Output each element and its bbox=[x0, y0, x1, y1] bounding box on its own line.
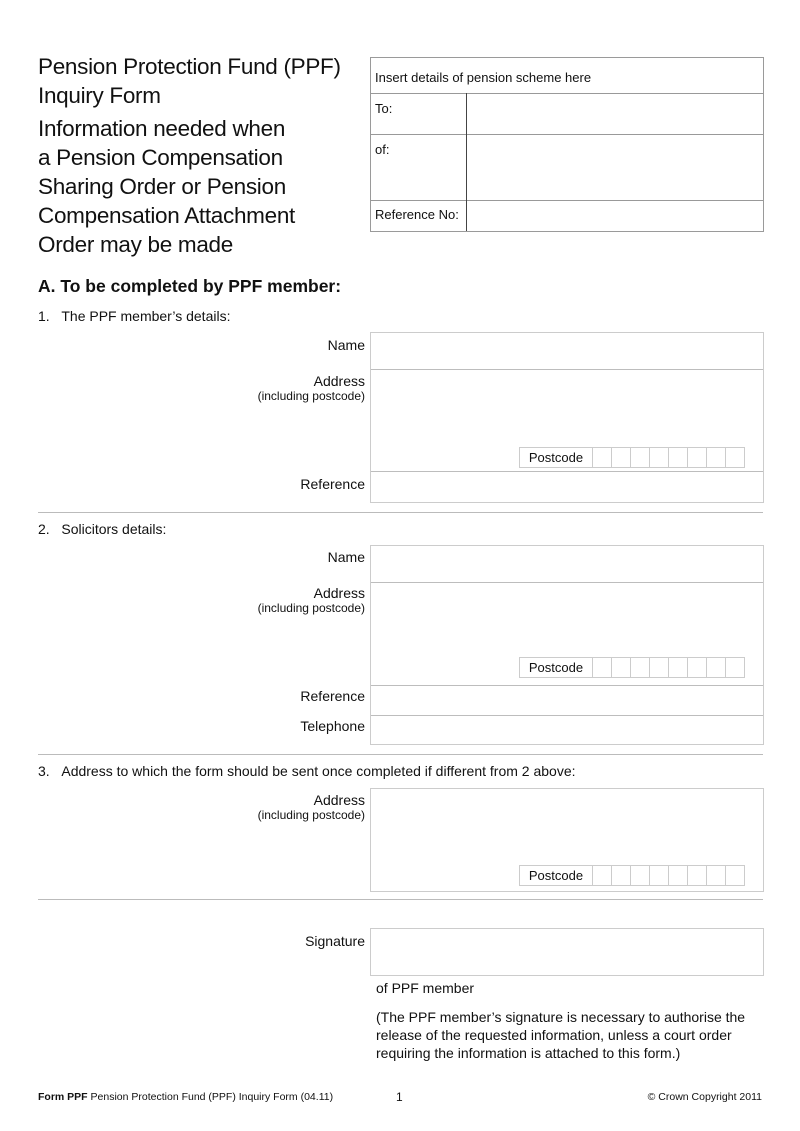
solicitor-details-box bbox=[370, 545, 764, 745]
footer-form-name: Form PPF Pension Protection Fund (PPF) Inquiry Form (04.11) bbox=[38, 1091, 334, 1103]
solicitor-postcode-field[interactable]: Postcode bbox=[519, 657, 746, 678]
page-number: 1 bbox=[396, 1090, 403, 1104]
solicitor-name-label: Name bbox=[327, 549, 365, 565]
subtitle-line: a Pension Compensation bbox=[38, 145, 283, 170]
subtitle-line: Order may be made bbox=[38, 232, 233, 257]
of-field[interactable] bbox=[467, 135, 763, 200]
form-title bbox=[38, 52, 341, 259]
signature-label: Signature bbox=[305, 933, 365, 949]
to-field[interactable] bbox=[467, 94, 763, 134]
return-address-label: Address (including postcode) bbox=[257, 792, 365, 822]
title-line: Inquiry Form bbox=[38, 83, 161, 108]
solicitor-telephone-field[interactable] bbox=[371, 716, 763, 744]
divider bbox=[38, 754, 763, 755]
signature-field[interactable] bbox=[370, 928, 764, 976]
to-label: To: bbox=[375, 101, 393, 116]
member-reference-field[interactable] bbox=[371, 472, 763, 502]
return-postcode-field[interactable]: Postcode bbox=[519, 865, 746, 886]
member-details-box bbox=[370, 332, 764, 503]
signature-caption: of PPF member bbox=[376, 980, 475, 996]
solicitor-name-field[interactable] bbox=[371, 546, 763, 582]
subtitle-line: Compensation Attachment bbox=[38, 203, 296, 228]
solicitor-address-label: Address (including postcode) bbox=[257, 585, 365, 615]
reference-no-field[interactable] bbox=[467, 201, 763, 231]
scheme-header: Insert details of pension scheme here bbox=[375, 70, 592, 85]
divider bbox=[38, 899, 763, 900]
scheme-details-box bbox=[370, 57, 764, 232]
subtitle-line: Sharing Order or Pension bbox=[38, 174, 286, 199]
reference-no-label: Reference No: bbox=[375, 207, 459, 222]
subtitle-line: Information needed when bbox=[38, 116, 286, 141]
solicitor-telephone-label: Telephone bbox=[300, 718, 365, 734]
solicitor-reference-field[interactable] bbox=[371, 686, 763, 715]
q1-heading: 1. The PPF member’s details: bbox=[38, 308, 231, 324]
member-address-label: Address (including postcode) bbox=[257, 373, 365, 403]
solicitor-reference-label: Reference bbox=[300, 688, 365, 704]
section-a-heading: A. To be completed by PPF member: bbox=[38, 276, 342, 296]
title-line: Pension Protection Fund (PPF) bbox=[38, 54, 341, 79]
q2-heading: 2. Solicitors details: bbox=[38, 521, 167, 537]
of-label: of: bbox=[375, 142, 390, 157]
title-subtitle bbox=[38, 114, 341, 259]
signature-note: (The PPF member’s signature is necessary to authorise the release of the requested information, unless a court order requiring the information is attached to this form.) bbox=[376, 1009, 746, 1061]
member-name-field[interactable] bbox=[371, 333, 763, 369]
member-reference-label: Reference bbox=[300, 476, 365, 492]
member-postcode-field[interactable]: Postcode bbox=[519, 447, 746, 468]
member-name-label: Name bbox=[327, 337, 365, 353]
q3-heading: 3. Address to which the form should be sent once completed if different from 2 above: bbox=[38, 763, 576, 779]
copyright: © Crown Copyright 2011 bbox=[647, 1091, 762, 1103]
divider bbox=[38, 512, 763, 513]
